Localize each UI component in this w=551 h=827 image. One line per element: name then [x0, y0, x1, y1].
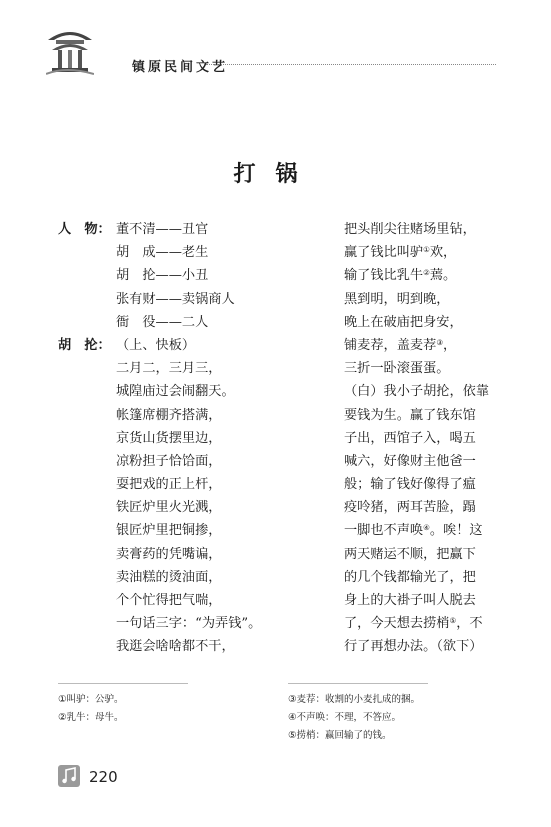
line-text: 行了再想办法。（欲下） — [344, 639, 483, 655]
line-text: 耍把戏的正上杆， — [116, 477, 222, 493]
text-line — [58, 450, 308, 473]
header-dotted-rule — [206, 64, 496, 65]
text-line — [344, 473, 494, 496]
text-line — [58, 288, 308, 311]
footnote-marker: ④ — [423, 523, 430, 533]
text-line — [58, 311, 308, 334]
text-line — [344, 635, 494, 658]
line-text: 欢， — [429, 245, 457, 261]
text-line — [344, 380, 494, 403]
play-title: 打锅 — [233, 162, 318, 187]
footnote-marker: ③ — [436, 337, 444, 347]
footnotes-right — [288, 691, 420, 745]
text-line — [344, 357, 494, 380]
line-text: 两天赌运不顺，把赢下 — [344, 546, 476, 562]
page-number: 220 — [89, 768, 118, 786]
line-text: 了，今天想去捞梢 — [344, 616, 450, 632]
pavilion-logo-icon — [46, 22, 94, 76]
line-text: 个个忙得把气喘， — [116, 593, 222, 608]
text-line — [58, 404, 308, 427]
text-line — [58, 427, 308, 450]
speaker-label: 胡 抡： — [58, 337, 111, 353]
line-text: 胡 成——老生 — [116, 245, 209, 261]
footnote: ①叫驴：公驴。 — [58, 694, 124, 705]
text-line — [58, 264, 308, 287]
line-text: 黑到明，明到晚， — [344, 291, 450, 307]
line-text: 喊六，好像财主他爸一 — [344, 453, 476, 469]
text-line — [58, 473, 308, 496]
text-line — [344, 519, 494, 542]
text-line — [344, 450, 494, 473]
text-line — [344, 496, 494, 519]
line-text: ， — [443, 337, 457, 353]
text-line — [344, 543, 494, 566]
footnote: ④不声唤：不理，不答应。 — [288, 712, 402, 723]
footnote-marker: ② — [423, 268, 430, 278]
line-text: 一句话三字：“为弄钱”。 — [116, 616, 262, 632]
line-text: 要钱为生。赢了钱东馆 — [344, 407, 476, 423]
music-note-icon — [58, 765, 80, 787]
text-line — [344, 404, 494, 427]
speaker-label: 人 物： — [58, 222, 111, 237]
text-line — [58, 357, 308, 380]
line-text: 一脚也不声唤 — [344, 523, 424, 539]
line-text: 赢了钱比叫驴 — [344, 245, 424, 261]
line-text: 般；输了钱好像得了瘟 — [344, 477, 476, 493]
line-text: 铁匠炉里火光溅， — [116, 500, 222, 516]
line-text: 衙 役——二人 — [116, 314, 209, 330]
footnote-marker: ⑤ — [449, 616, 457, 626]
line-text: 京货山货摆里边， — [116, 430, 222, 446]
text-line — [58, 566, 308, 589]
line-text: 我逛会啥啥都不干， — [116, 639, 235, 655]
footnote: ⑤捞梢：赢回输了的钱。 — [288, 730, 392, 741]
right-column — [344, 218, 494, 659]
series-title: 镇原民间文艺 — [132, 60, 229, 75]
text-line — [344, 288, 494, 311]
text-line — [58, 635, 308, 658]
line-text: （上、快板） — [116, 337, 196, 353]
line-text: 的几个钱都输光了，把 — [344, 569, 476, 585]
footnote-rule-left — [58, 683, 188, 684]
text-line — [58, 519, 308, 542]
line-text: 银匠炉里把铜掺， — [116, 523, 222, 539]
text-line — [58, 543, 308, 566]
line-text: 张有财——卖锅商人 — [116, 291, 235, 307]
footnotes-left — [58, 691, 124, 727]
line-text: ，不 — [456, 616, 483, 632]
line-text: 胡 抡——小丑 — [116, 268, 209, 284]
line-text: 输了钱比乳牛 — [344, 268, 424, 284]
line-text: 董不清——丑官 — [116, 222, 209, 237]
line-text: 卖膏药的凭嘴谝， — [116, 546, 222, 562]
line-text: 蔫。 — [429, 268, 457, 284]
left-column — [58, 218, 308, 659]
line-text: 卖油糕的烫油面， — [116, 569, 222, 585]
text-line — [58, 334, 308, 357]
line-text: 三折一卧滚蛋蛋。 — [344, 361, 450, 377]
line-text: 。唉！这 — [429, 523, 483, 539]
footnote: ③麦荐：收割的小麦扎成的捆。 — [288, 694, 421, 705]
footnote-rule-right — [288, 683, 428, 684]
line-text: 铺麦荐，盖麦荐 — [344, 337, 437, 353]
line-text: 二月二，三月三， — [116, 361, 222, 377]
page-header — [38, 22, 498, 82]
line-text: 晚上在破庙把身安， — [344, 314, 463, 330]
line-text: 子出，西馆子入，喝五 — [344, 430, 476, 446]
text-line — [58, 589, 308, 612]
text-line — [58, 241, 308, 264]
footnote-marker: ① — [423, 245, 430, 255]
text-line — [58, 218, 308, 241]
text-line — [58, 496, 308, 519]
line-text: 身上的大褂子叫人脱去 — [344, 593, 476, 608]
text-line — [344, 566, 494, 589]
text-line — [344, 612, 494, 635]
text-line — [344, 334, 494, 357]
text-line — [344, 427, 494, 450]
line-text: 城隍庙过会闹翻天。 — [116, 384, 235, 400]
text-line — [58, 380, 308, 403]
text-line — [344, 589, 494, 612]
text-line — [344, 311, 494, 334]
text-line — [344, 241, 494, 264]
line-text: 凉粉担子恰饸面， — [116, 453, 222, 469]
text-line — [344, 218, 494, 241]
line-text: （白）我小子胡抡，依靠 — [344, 384, 490, 400]
text-line — [344, 264, 494, 287]
line-text: 疫呤猪，两耳苦脸，蹋 — [344, 500, 476, 516]
line-text: 把头削尖往赌场里钻， — [344, 222, 476, 237]
text-line — [58, 612, 308, 635]
footnote: ②乳牛：母牛。 — [58, 712, 124, 723]
line-text: 帐篷席棚齐搭满， — [116, 407, 222, 423]
